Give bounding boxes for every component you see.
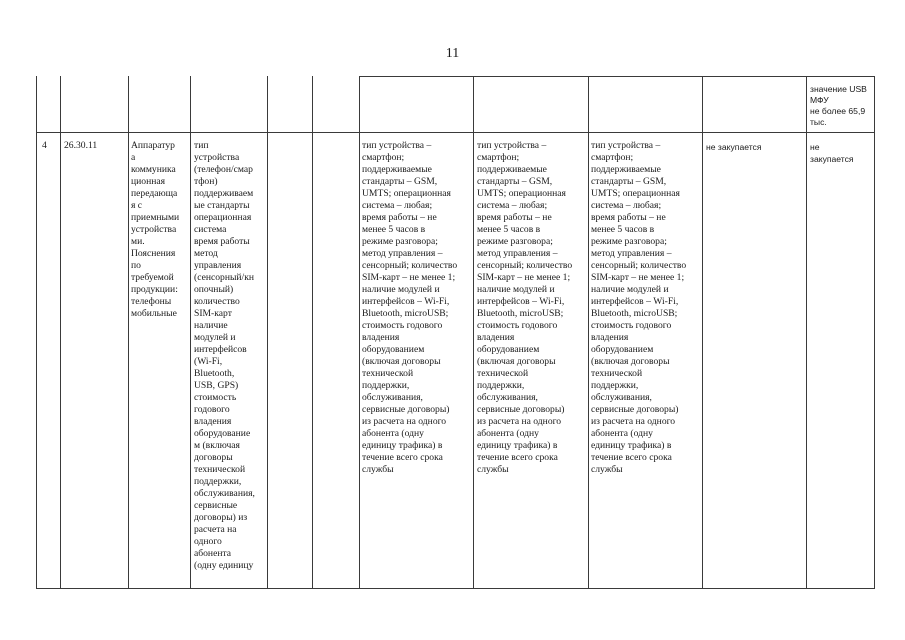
table-top-border: [359, 76, 875, 77]
col-border: [128, 76, 129, 589]
value-column-a: тип устройства – смартфон; поддерживаемые стандарты – GSM, UMTS; операционная система – любая; время работы – не менее 5 часов в режиме разговора; метод управления – сенсорный; количество SIM-карт – не менее 1; наличие модулей и интерфейсов – Wi-Fi, Bluetooth, microUSB; стоимость годового владения оборудованием (включая договоры технической поддержки, обслуживания, сервисные договоры) из расчета на одного абонента (одну единицу трафика) в течение всего срока службы: [362, 140, 458, 475]
table-bottom-border: [36, 588, 875, 589]
col-border: [36, 76, 37, 589]
col-border: [60, 76, 61, 589]
col-border: [806, 76, 807, 589]
characteristics-list: тип устройства (телефон/смар тфон) поддерживаем ые стандарты операционная система время работы метод управления (сенсорный/кн опочный) количество SIM-карт наличие модулей и интерфейсов (Wi-Fi, Bluetooth, USB, GPS) стоимость годового владения оборудование м (включая договоры технической поддержки, обслуживания, сервисные договоры) из расчета на одного абонента (одну единицу: [194, 140, 255, 571]
okpd-code: 26.30.11: [64, 140, 98, 151]
col-border: [190, 76, 191, 589]
page-number: 11: [445, 46, 460, 61]
not-purchased-text: не закупается: [810, 142, 854, 164]
row-number: 4: [42, 140, 47, 151]
col-border: [359, 76, 360, 589]
value-column-c: тип устройства – смартфон; поддерживаемые стандарты – GSM, UMTS; операционная система – любая; время работы – не менее 5 часов в режиме разговора; метод управления – сенсорный; количество SIM-карт – не менее 1; наличие модулей и интерфейсов – Wi-Fi, Bluetooth, microUSB; стоимость годового владения оборудованием (включая договоры технической поддержки, обслуживания, сервисные договоры) из расчета на одного абонента (одну единицу трафика) в течение всего срока службы: [591, 140, 687, 475]
not-purchased-text: не закупается: [706, 142, 762, 152]
row-divider: [36, 132, 875, 133]
col-border: [267, 76, 268, 589]
col-border: [473, 76, 474, 589]
col-border: [874, 76, 875, 589]
value-column-b: тип устройства – смартфон; поддерживаемые стандарты – GSM, UMTS; операционная система – любая; время работы – не менее 5 часов в режиме разговора; метод управления – сенсорный; количество SIM-карт – не менее 1; наличие модулей и интерфейсов – Wi-Fi, Bluetooth, microUSB; стоимость годового владения оборудованием (включая договоры технической поддержки, обслуживания, сервисные договоры) из расчета на одного абонента (одну единицу трафика) в течение всего срока службы: [477, 140, 573, 475]
product-name: Аппаратур а коммуника ционная передающа я с приемными устройства ми. Пояснения по требуемой продукции: телефоны мобильные: [131, 140, 180, 319]
col-border: [312, 76, 313, 589]
usb-mfu-limit-text: значение USB МФУ не более 65,9 тыс.: [810, 84, 867, 127]
spec-table: [36, 76, 875, 589]
col-border: [588, 76, 589, 589]
col-border: [702, 76, 703, 589]
